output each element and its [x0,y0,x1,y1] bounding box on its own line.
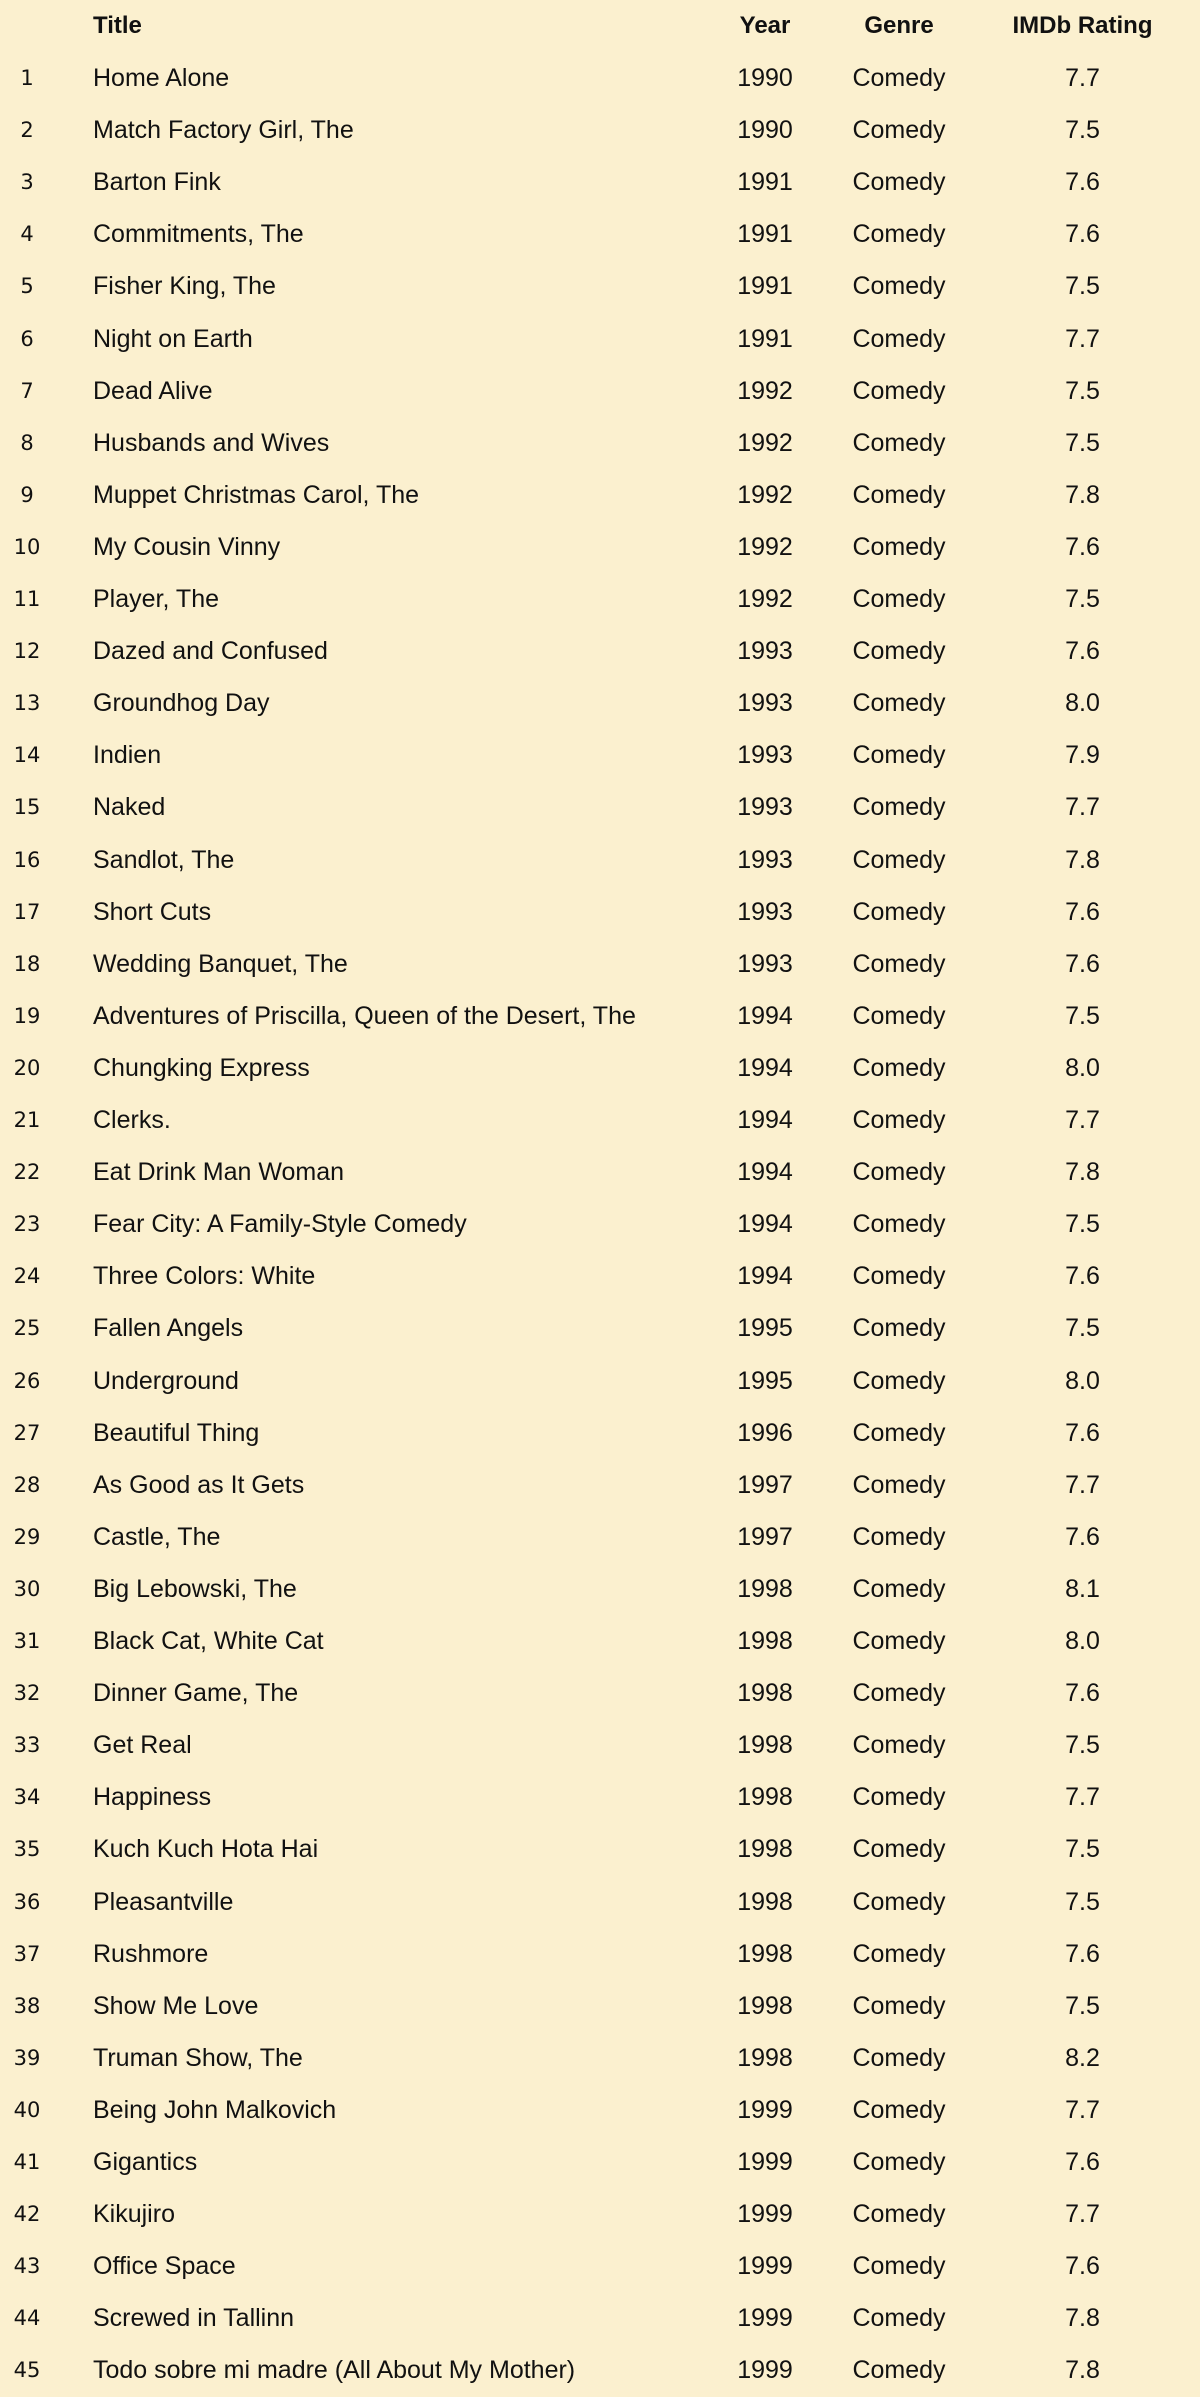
movie-year: 1992 [737,532,793,561]
row-index: 24 [13,1264,41,1289]
table-row [0,2344,1200,2396]
movie-imdb-rating: 7.5 [1065,585,1100,613]
movie-year: 1994 [737,1158,793,1187]
movie-genre: Comedy [852,585,946,613]
movie-genre: Comedy [852,1835,946,1864]
movie-title: Indien [93,741,162,770]
movie-year: 1992 [737,480,793,509]
row-index: 34 [13,1785,41,1810]
movie-title: Night on Earth [93,324,253,353]
movie-title: Rushmore [93,1939,209,1968]
movie-genre: Comedy [852,1106,946,1134]
table-row [0,1980,1200,2032]
header-imdb-rating: IMDb Rating [1012,12,1153,39]
movie-imdb-rating: 7.6 [1065,1679,1100,1708]
header-title: Title [93,12,142,39]
movie-title: Chungking Express [93,1053,310,1082]
table-row [0,1198,1200,1250]
row-index: 43 [13,2254,41,2279]
movie-imdb-rating: 7.7 [1065,2200,1100,2229]
row-index: 5 [20,274,34,299]
movie-imdb-rating: 7.8 [1065,2304,1100,2333]
movie-genre: Comedy [852,376,946,405]
table-row [0,313,1200,365]
row-index: 21 [13,1108,41,1132]
movie-title: Three Colors: White [93,1262,316,1291]
movie-imdb-rating: 7.8 [1065,1158,1100,1187]
movie-year: 1993 [737,689,793,718]
movie-imdb-rating: 7.6 [1065,532,1100,561]
movie-imdb-rating: 7.6 [1065,637,1100,666]
movie-imdb-rating: 7.6 [1065,2148,1100,2176]
movie-year: 1991 [737,168,793,197]
movie-imdb-rating: 7.6 [1065,949,1100,978]
row-index: 2 [20,118,34,143]
movie-title: Eat Drink Man Woman [93,1158,345,1187]
movie-genre: Comedy [852,220,946,249]
movie-imdb-rating: 7.7 [1065,2095,1100,2124]
movie-year: 1999 [737,2356,793,2385]
movie-title: Kuch Kuch Hota Hai [93,1835,319,1864]
movie-year: 1994 [737,1106,793,1134]
movie-title: Barton Fink [93,168,221,197]
movie-year: 1992 [737,376,793,405]
movie-title: Show Me Love [93,1991,259,2020]
row-index: 18 [13,951,41,976]
table-row [0,1407,1200,1459]
movie-genre: Comedy [852,845,946,874]
movie-genre: Comedy [852,1470,946,1499]
row-index: 23 [13,1212,41,1237]
movie-year: 1994 [737,1210,793,1239]
movie-title: Dead Alive [93,376,213,405]
movie-title: Beautiful Thing [93,1418,260,1447]
movie-genre: Comedy [852,1939,946,1968]
table-row [0,260,1200,312]
movie-year: 1998 [737,1731,793,1760]
movie-genre: Comedy [852,1522,946,1551]
movie-year: 1998 [737,1887,793,1916]
table-row [0,521,1200,573]
table-row [0,2032,1200,2084]
movie-genre: Comedy [852,689,946,718]
row-index: 22 [13,1160,41,1185]
movie-year: 1999 [737,2304,793,2333]
row-index: 29 [13,1524,41,1549]
table-row [0,208,1200,260]
table-row [0,781,1200,833]
table-row [0,677,1200,729]
movie-title: Todo sobre mi madre (All About My Mother) [93,2356,576,2385]
row-index: 1 [20,66,34,90]
movie-imdb-rating: 7.6 [1065,1262,1100,1291]
movie-imdb-rating: 7.5 [1065,428,1100,457]
movie-title: Home Alone [93,64,230,92]
row-index: 19 [13,1003,41,1028]
table-row [0,1302,1200,1354]
movie-year: 1990 [737,64,793,92]
header-year: Year [739,12,791,39]
movie-title: Dazed and Confused [93,637,328,666]
row-index: 37 [13,1941,41,1966]
row-index: 30 [13,1576,41,1601]
movie-title: Clerks. [93,1106,171,1134]
row-index: 44 [13,2306,41,2331]
table-row [0,104,1200,156]
movie-title: Screwed in Tallinn [93,2304,295,2333]
movie-imdb-rating: 7.7 [1065,793,1100,822]
movie-imdb-rating: 7.5 [1065,1835,1100,1864]
row-index: 15 [13,795,41,820]
row-index: 32 [13,1681,41,1706]
movie-imdb-rating: 7.6 [1065,897,1100,926]
table-row [0,1615,1200,1667]
movie-title: Naked [93,793,166,822]
movie-genre: Comedy [852,1574,946,1603]
movie-imdb-rating: 7.7 [1065,64,1100,92]
movie-year: 1998 [737,1574,793,1603]
movie-genre: Comedy [852,116,946,145]
table-row [0,2136,1200,2188]
movie-genre: Comedy [852,272,946,301]
movie-year: 1998 [737,1679,793,1708]
row-index: 3 [20,170,34,195]
movie-title: Castle, The [93,1522,221,1551]
movie-year: 1994 [737,1262,793,1291]
movie-imdb-rating: 7.6 [1065,1522,1100,1551]
header-index [0,0,54,52]
movie-genre: Comedy [852,2043,946,2072]
movie-year: 1993 [737,793,793,822]
movie-imdb-rating: 7.8 [1065,2356,1100,2385]
movie-title: My Cousin Vinny [93,532,281,561]
movie-genre: Comedy [852,428,946,457]
movie-genre: Comedy [852,168,946,197]
row-index: 12 [13,639,41,664]
movie-year: 1993 [737,845,793,874]
row-index: 7 [20,378,34,403]
table-row [0,2240,1200,2292]
movie-year: 1995 [737,1314,793,1343]
table-row [0,2084,1200,2136]
movie-year: 1993 [737,897,793,926]
movie-title: Dinner Game, The [93,1679,299,1708]
table-row [0,365,1200,417]
table-row [0,729,1200,781]
table-row [0,1146,1200,1198]
row-index: 45 [13,2358,41,2383]
table-row [0,2188,1200,2240]
movie-genre: Comedy [852,1731,946,1760]
table-row [0,1563,1200,1615]
row-index: 40 [13,2097,41,2122]
row-index: 38 [13,1993,41,2018]
row-index: 35 [13,1837,41,1862]
movie-imdb-rating: 7.5 [1065,1991,1100,2020]
movie-imdb-rating: 7.6 [1065,220,1100,249]
table-row [0,1094,1200,1146]
row-index: 10 [13,534,41,559]
row-index: 6 [20,326,34,351]
table-row [0,886,1200,938]
row-index: 13 [13,691,41,716]
movie-title: Short Cuts [93,897,212,926]
movie-genre: Comedy [852,1991,946,2020]
movie-year: 1993 [737,949,793,978]
movie-imdb-rating: 8.0 [1065,1366,1100,1395]
movie-imdb-rating: 8.0 [1065,1053,1100,1082]
movie-genre: Comedy [852,1887,946,1916]
movie-genre: Comedy [852,324,946,353]
table-row [0,573,1200,625]
movie-year: 1994 [737,1053,793,1082]
row-index: 28 [13,1472,41,1497]
row-index: 17 [13,899,41,924]
movie-imdb-rating: 7.7 [1065,1783,1100,1812]
movie-imdb-rating: 7.8 [1065,845,1100,874]
movie-genre: Comedy [852,1418,946,1447]
movie-genre: Comedy [852,1210,946,1239]
movie-year: 1998 [737,1783,793,1812]
table-row [0,1355,1200,1407]
table-row [0,834,1200,886]
movie-title: Groundhog Day [93,689,270,718]
movie-year: 1991 [737,324,793,353]
movie-imdb-rating: 8.1 [1065,1574,1100,1603]
movie-year: 1991 [737,272,793,301]
movie-imdb-rating: 7.6 [1065,168,1100,197]
movie-genre: Comedy [852,1366,946,1395]
movie-imdb-rating: 7.8 [1065,480,1100,509]
movie-genre: Comedy [852,2200,946,2229]
movie-genre: Comedy [852,1314,946,1343]
movie-genre: Comedy [852,1262,946,1291]
table-row [0,1511,1200,1563]
movie-genre: Comedy [852,1627,946,1655]
table-row [0,2292,1200,2344]
movie-title: Commitments, The [93,220,304,249]
row-index: 26 [13,1368,41,1393]
movie-genre: Comedy [852,1001,946,1030]
movie-genre: Comedy [852,1783,946,1812]
movie-genre: Comedy [852,2148,946,2176]
row-index: 8 [20,430,34,455]
row-index: 41 [13,2150,41,2174]
movie-title: Adventures of Priscilla, Queen of the Desert, The [93,1001,636,1030]
movie-year: 1990 [737,116,793,145]
movie-imdb-rating: 7.5 [1065,1001,1100,1030]
movie-title: Sandlot, The [93,845,235,874]
movie-imdb-rating: 7.6 [1065,1418,1100,1447]
movie-title: Husbands and Wives [93,428,330,457]
movie-title: Truman Show, The [93,2043,303,2072]
movie-year: 1998 [737,1627,793,1655]
movie-title: Player, The [93,585,220,613]
movie-imdb-rating: 7.6 [1065,2252,1100,2281]
movie-genre: Comedy [852,480,946,509]
movie-year: 1992 [737,428,793,457]
table-header [0,0,1200,52]
movie-imdb-rating: 7.5 [1065,1210,1100,1239]
row-index: 25 [13,1316,41,1341]
movie-title: Fear City: A Family-Style Comedy [93,1210,467,1239]
row-index: 36 [13,1889,41,1914]
movie-year: 1993 [737,637,793,666]
movie-imdb-rating: 7.7 [1065,1470,1100,1499]
movie-imdb-rating: 8.0 [1065,689,1100,718]
movie-genre: Comedy [852,1679,946,1708]
table-row [0,1823,1200,1875]
movie-imdb-rating: 7.5 [1065,376,1100,405]
movie-title: Wedding Banquet, The [93,949,348,978]
movie-year: 1995 [737,1366,793,1395]
movie-year: 1999 [737,2200,793,2229]
row-index: 33 [13,1733,41,1758]
movie-genre: Comedy [852,2252,946,2281]
movie-year: 1998 [737,1835,793,1864]
row-index: 20 [13,1055,41,1080]
row-index: 27 [13,1420,41,1445]
table-row [0,1719,1200,1771]
movie-genre: Comedy [852,2356,946,2385]
movie-genre: Comedy [852,532,946,561]
movie-title: Fallen Angels [93,1314,244,1343]
movie-title: Match Factory Girl, The [93,116,354,145]
movie-imdb-rating: 7.7 [1065,324,1100,353]
movie-year: 1999 [737,2252,793,2281]
movie-title: Muppet Christmas Carol, The [93,480,420,509]
movie-year: 1998 [737,1991,793,2020]
movie-title: Gigantics [93,2148,198,2176]
movie-imdb-rating: 7.7 [1065,1106,1100,1134]
movie-imdb-rating: 7.5 [1065,116,1100,145]
movie-genre: Comedy [852,1158,946,1187]
table-row [0,990,1200,1042]
movie-genre: Comedy [852,637,946,666]
movie-genre: Comedy [852,949,946,978]
movie-title: Kikujiro [93,2200,175,2229]
movie-imdb-rating: 7.5 [1065,1887,1100,1916]
movie-title: Black Cat, White Cat [93,1627,324,1655]
movie-genre: Comedy [852,741,946,770]
movie-genre: Comedy [852,2304,946,2333]
table-row [0,156,1200,208]
table-row [0,938,1200,990]
table-row [0,417,1200,469]
movie-imdb-rating: 7.5 [1065,272,1100,301]
movie-year: 1997 [737,1522,793,1551]
row-index: 16 [13,847,41,872]
movie-genre: Comedy [852,2095,946,2124]
row-index: 14 [13,743,41,768]
movie-year: 1998 [737,2043,793,2072]
row-index: 42 [13,2202,41,2227]
movie-year: 1998 [737,1939,793,1968]
movie-year: 1999 [737,2148,793,2176]
table-row [0,469,1200,521]
movie-imdb-rating: 7.5 [1065,1314,1100,1343]
row-index: 4 [20,222,34,247]
table-row [0,1928,1200,1980]
movie-title: Being John Malkovich [93,2095,337,2124]
movie-year: 1996 [737,1418,793,1447]
row-index: 11 [13,587,41,611]
movie-year: 1999 [737,2095,793,2124]
movie-title: Big Lebowski, The [93,1574,297,1603]
table-row [0,1771,1200,1823]
movie-genre: Comedy [852,793,946,822]
table-row [0,1459,1200,1511]
row-index: 31 [13,1629,41,1653]
movie-year: 1992 [737,585,793,613]
row-index: 9 [20,482,34,507]
movie-title: Pleasantville [93,1887,234,1916]
table-row [0,1250,1200,1302]
movie-title: As Good as It Gets [93,1470,305,1499]
table-row [0,625,1200,677]
table-row [0,52,1200,104]
movie-imdb-rating: 8.0 [1065,1627,1100,1655]
movie-title: Fisher King, The [93,272,276,301]
table-row [0,1667,1200,1719]
movie-year: 1993 [737,741,793,770]
table-row [0,1876,1200,1928]
movie-imdb-rating: 7.5 [1065,1731,1100,1760]
row-index: 39 [13,2045,41,2070]
header-genre: Genre [864,12,934,39]
movie-imdb-rating: 7.6 [1065,1939,1100,1968]
movie-genre: Comedy [852,1053,946,1082]
movie-year: 1994 [737,1001,793,1030]
movie-year: 1997 [737,1470,793,1499]
movie-genre: Comedy [852,897,946,926]
movie-title: Office Space [93,2252,236,2281]
movie-year: 1991 [737,220,793,249]
movie-imdb-rating: 8.2 [1065,2043,1100,2072]
movie-imdb-rating: 7.9 [1065,741,1100,770]
movie-title: Happiness [93,1783,212,1812]
table-row [0,1042,1200,1094]
movie-genre: Comedy [852,64,946,92]
movie-title: Underground [93,1366,239,1395]
movie-title: Get Real [93,1731,192,1760]
